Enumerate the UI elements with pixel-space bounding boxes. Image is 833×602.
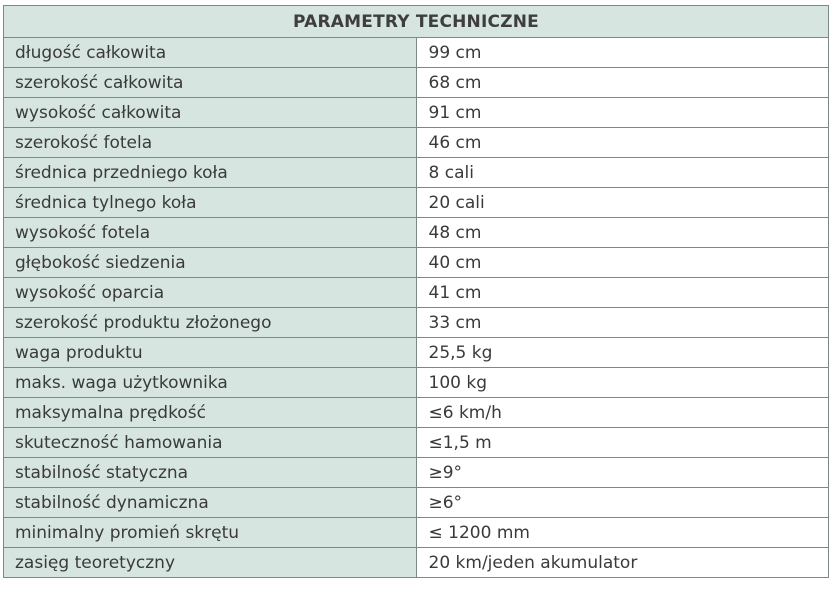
table-row — [4, 428, 829, 458]
row-label: waga produktu — [4, 338, 417, 368]
row-label: wysokość fotela — [4, 218, 417, 248]
table-row — [4, 188, 829, 218]
table-row — [4, 458, 829, 488]
table-row — [4, 128, 829, 158]
row-label: stabilność dynamiczna — [4, 488, 417, 518]
table-row — [4, 38, 829, 68]
spec-table — [3, 5, 829, 578]
row-value: ≥6° — [416, 488, 829, 518]
table-row — [4, 308, 829, 338]
table-row — [4, 278, 829, 308]
row-value: ≥9° — [416, 458, 829, 488]
table-title: PARAMETRY TECHNICZNE — [4, 6, 829, 38]
table-row — [4, 218, 829, 248]
row-label: wysokość całkowita — [4, 98, 417, 128]
row-value: 91 cm — [416, 98, 829, 128]
row-label: średnica tylnego koła — [4, 188, 417, 218]
row-label: maksymalna prędkość — [4, 398, 417, 428]
row-value: ≤1,5 m — [416, 428, 829, 458]
row-value: 46 cm — [416, 128, 829, 158]
table-header-row — [4, 6, 829, 38]
row-label: szerokość fotela — [4, 128, 417, 158]
table-row — [4, 158, 829, 188]
row-value: 48 cm — [416, 218, 829, 248]
table-row — [4, 548, 829, 578]
row-value: ≤6 km/h — [416, 398, 829, 428]
table-row — [4, 368, 829, 398]
row-value: 68 cm — [416, 68, 829, 98]
row-value: 99 cm — [416, 38, 829, 68]
row-value: 20 cali — [416, 188, 829, 218]
table-row — [4, 338, 829, 368]
row-label: średnica przedniego koła — [4, 158, 417, 188]
row-value: ≤ 1200 mm — [416, 518, 829, 548]
row-label: minimalny promień skrętu — [4, 518, 417, 548]
table-body — [4, 38, 829, 578]
table-row — [4, 518, 829, 548]
table-row — [4, 68, 829, 98]
row-label: skuteczność hamowania — [4, 428, 417, 458]
row-label: wysokość oparcia — [4, 278, 417, 308]
row-value: 33 cm — [416, 308, 829, 338]
row-value: 20 km/jeden akumulator — [416, 548, 829, 578]
row-label: szerokość całkowita — [4, 68, 417, 98]
row-label: szerokość produktu złożonego — [4, 308, 417, 338]
row-label: głębokość siedzenia — [4, 248, 417, 278]
row-value: 40 cm — [416, 248, 829, 278]
row-label: stabilność statyczna — [4, 458, 417, 488]
row-value: 41 cm — [416, 278, 829, 308]
table-row — [4, 98, 829, 128]
row-label: maks. waga użytkownika — [4, 368, 417, 398]
table-row — [4, 488, 829, 518]
row-value: 25,5 kg — [416, 338, 829, 368]
row-value: 100 kg — [416, 368, 829, 398]
row-label: długość całkowita — [4, 38, 417, 68]
table-row — [4, 398, 829, 428]
row-label: zasięg teoretyczny — [4, 548, 417, 578]
row-value: 8 cali — [416, 158, 829, 188]
table-row — [4, 248, 829, 278]
